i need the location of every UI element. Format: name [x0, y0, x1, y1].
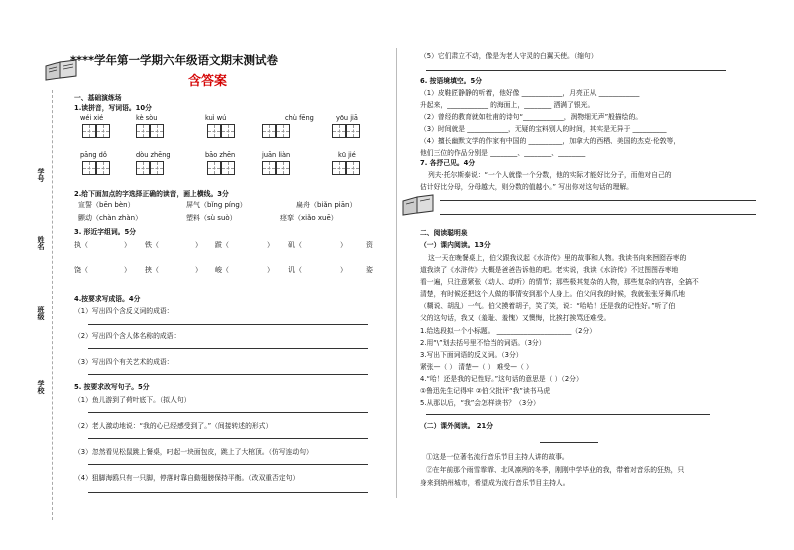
char-item: 执（: [74, 241, 88, 249]
answer-line[interactable]: [426, 70, 726, 71]
writing-box[interactable]: [136, 124, 150, 138]
question-title: 2.给下面加点的字选择正确的读音，画上横线。3分: [74, 190, 229, 198]
pinyin: yōu jiā: [336, 114, 358, 122]
writing-box[interactable]: [332, 161, 346, 175]
reading-title: （二）课外阅读。 21分: [420, 422, 493, 430]
writing-box[interactable]: [96, 161, 110, 175]
char-item: 讥（: [288, 266, 302, 274]
writing-box[interactable]: [82, 124, 96, 138]
side-label-xingming: 姓名: [37, 236, 45, 250]
pinyin: pāng dǒ: [80, 151, 107, 159]
pinyin: kū jié: [338, 151, 356, 159]
char-item: 跋（: [215, 241, 229, 249]
question-item: （4）狙脚海鸥只有一只脚，停落时靠自動翅膀保持平衡。（改双重否定句）: [74, 474, 300, 482]
answer-line[interactable]: [88, 438, 368, 439]
answer-line[interactable]: [440, 200, 756, 201]
pronunciation-item: 塑料（sù suò）: [186, 214, 237, 222]
paragraph-line: 这一天在晚餐桌上，伯父跟我议起《水浒传》里的故事和人物。我读书向来囫囵吞枣的: [428, 254, 687, 262]
pinyin: wéi xié: [80, 114, 104, 122]
pronunciation-item: 扁舟（biǎn piān）: [296, 201, 357, 209]
binding-line: [52, 90, 53, 520]
writing-box[interactable]: [276, 124, 290, 138]
page-title: ****学年第一学期六年级语文期末测试卷: [70, 53, 279, 67]
fill-blank-line: （2）曾经的教育就如杜甫的诗句“____________，润物细无声”般描绘的。: [420, 113, 643, 121]
section-title: 二、阅读聪明泉: [420, 229, 468, 237]
side-label-xuehao: 学号: [37, 168, 45, 182]
writing-box[interactable]: [150, 124, 164, 138]
char-item: ）: [267, 241, 274, 249]
writing-box[interactable]: [276, 161, 290, 175]
question-title: 3. 形近字组词。5分: [74, 228, 136, 236]
reading-question: 3.写出下面词语的反义词。（3分）: [420, 351, 523, 359]
writing-box[interactable]: [346, 161, 360, 175]
answer-line[interactable]: [88, 464, 368, 465]
page-subtitle: 含答案: [188, 74, 228, 89]
paragraph-line: 列夫·托尔斯泰说：“一个人就像一个分数，他的实际才能好比分子，而他对自己的: [428, 171, 672, 179]
pinyin: dòu zhēng: [136, 151, 171, 159]
char-item: 铁（: [145, 241, 159, 249]
writing-box[interactable]: [262, 161, 276, 175]
question-item: （5）它们肃立不动，像是为老人守灵的白翼天使。（缩句）: [420, 52, 598, 60]
section-title: 一、基础演练场: [74, 94, 122, 102]
fill-blank-line: （1）皮鞋匠静静的听着，他好像 ____________，月亮正从 ____________: [420, 89, 640, 97]
answer-line[interactable]: [426, 414, 710, 415]
char-item: ）: [195, 266, 202, 274]
char-item: 峻（: [215, 266, 229, 274]
answer-line[interactable]: [440, 214, 756, 215]
writing-box[interactable]: [346, 124, 360, 138]
char-item: 饶（: [74, 266, 88, 274]
fill-blank-line: 他们三位的作品分别是 ________、________、________: [420, 149, 586, 157]
question-item: （1）写出四个含反义词的成语：: [74, 307, 174, 315]
char-item: ）: [340, 241, 347, 249]
question-title: 4.按要求写成语。4分: [74, 295, 141, 303]
answer-line[interactable]: [88, 492, 368, 493]
paragraph-line: ①这是一位著名流行音乐节目主持人讲的故事。: [426, 453, 569, 461]
paragraph-line: 道我读了《水浒传》大概是爸爸告诉他的吧。老实说，我读《水浒传》不过图图吞枣地: [420, 266, 679, 274]
question-item: （3）忽然看见松鼠跳上餐桌，叼起一块面包皮，跳上了大棺顶。（仿写连动句）: [74, 448, 313, 456]
writing-box[interactable]: [82, 161, 96, 175]
question-title: 1.读拼音，写词语。10分: [74, 104, 152, 112]
reading-question: 4.“哈！还是我的记性好。”这句话的意思是（ ）（2分）: [420, 375, 583, 383]
reading-question: 2.用“\”划去括号里不恰当的词语。（3分）: [420, 339, 546, 347]
writing-box[interactable]: [221, 161, 235, 175]
reading-title: （一）课内阅读。13分: [420, 241, 491, 249]
pinyin: juān liàn: [262, 151, 291, 159]
writing-box[interactable]: [207, 161, 221, 175]
paragraph-line: 身来到纳州城市，希望成为流行音乐节目主持人。: [420, 479, 570, 487]
paragraph-line: ②在年前那个雨雪霏霏、北风凛冽的冬季，刚刚中学毕业的我，带着对音乐的狂热，只: [426, 466, 685, 474]
writing-box[interactable]: [96, 124, 110, 138]
pronunciation-item: 颤动（chàn zhàn）: [78, 214, 143, 222]
answer-line[interactable]: [88, 324, 368, 325]
pronunciation-item: 屏气（bǐng píng）: [186, 201, 247, 209]
side-label-banji: 班级: [37, 306, 45, 320]
char-item: 挟（: [145, 266, 159, 274]
reading-question: 紧张—（ ） 清楚—（ ） 难受—（ ）: [420, 363, 533, 371]
question-item: （2）老人激动地说：“我的心已经感受到了。”（间接转述的形式）: [74, 422, 273, 430]
writing-box[interactable]: [221, 124, 235, 138]
answer-line[interactable]: [88, 348, 368, 349]
pinyin: chù fēng: [285, 114, 314, 122]
writing-box[interactable]: [150, 161, 164, 175]
char-item: 资: [366, 241, 373, 249]
reading-question: 5.从那以后，“我”会怎样读书？（3分）: [420, 399, 540, 407]
char-item: ）: [340, 266, 347, 274]
char-item: ）: [267, 266, 274, 274]
fill-blank-line: （3）时间就是 ____________，无疑的宝料别人的时间，其实是无异于 __________: [420, 125, 667, 133]
paragraph-line: （糊说、胡乱）一气。伯父摸着胡子，笑了笑，说：“哈哈！还是我的记性好。”听了伯: [420, 302, 676, 310]
answer-line[interactable]: [88, 412, 368, 413]
question-item: （3）写出四个有关艺术的成语：: [74, 358, 174, 366]
fill-blank-line: 升起来，____________ 的海面上，________ 洒满了银光。: [420, 101, 595, 109]
char-item: 矶（: [288, 241, 302, 249]
question-item: （2）写出四个含人体名称的成语：: [74, 332, 181, 340]
question-title: 6. 按语境填空。5分: [420, 77, 482, 85]
pinyin: bāo zhēn: [205, 151, 236, 159]
paragraph-line: 父的这句话，我又（羞耻、羞愧）又懊悔，比挨打挨骂还难受。: [420, 314, 611, 322]
paragraph-line: 估计好比分母，分母越大，则分数的值越小。” 写出你对这句话的理解。: [420, 183, 633, 191]
question-item: （1）鱼儿游到了荷叶底下。（拟人句）: [74, 396, 191, 404]
pinyin: kè sòu: [136, 114, 158, 122]
question-title: 7. 各抒己见。4分: [420, 159, 476, 167]
answer-line[interactable]: [88, 374, 368, 375]
passage-title-line: [540, 442, 598, 443]
column-divider: [396, 48, 397, 498]
reading-question: 1.给选段拟一个小标题。 ______________________（2分）: [420, 327, 597, 335]
paragraph-line: 看一遍，只注意紧张（动人、动听）的情节；那些极其复杂的人物，那些复杂的内容，全搞不: [420, 278, 699, 286]
char-item: ）: [124, 266, 131, 274]
pronunciation-item: 痉挛（xiǎo xuē）: [280, 214, 338, 222]
book-icon: [401, 193, 435, 217]
writing-box[interactable]: [207, 124, 221, 138]
pronunciation-item: 宣誓（bēn bèn）: [78, 201, 135, 209]
char-item: ）: [124, 241, 131, 249]
pinyin: kuì wú: [205, 114, 227, 122]
paragraph-line: 清楚，有时候还把这个人做的事情安到那个人身上。伯父问我的时候，我就张张牙舞爪地: [420, 290, 686, 298]
writing-box[interactable]: [332, 124, 346, 138]
side-label-xuexiao: 学校: [37, 380, 45, 394]
reading-question: ①鲁迅先生记得牢 ②伯父批评“我”读书马虎: [420, 387, 551, 395]
writing-box[interactable]: [136, 161, 150, 175]
fill-blank-line: （4）擅长幽默文学的作家有中国的 __________，加拿大的西栖、美国的杰克·伦敦等，: [420, 137, 681, 145]
char-item: 姿: [366, 266, 373, 274]
writing-box[interactable]: [262, 124, 276, 138]
char-item: ）: [195, 241, 202, 249]
question-title: 5. 按要求改写句子。5分: [74, 383, 150, 391]
